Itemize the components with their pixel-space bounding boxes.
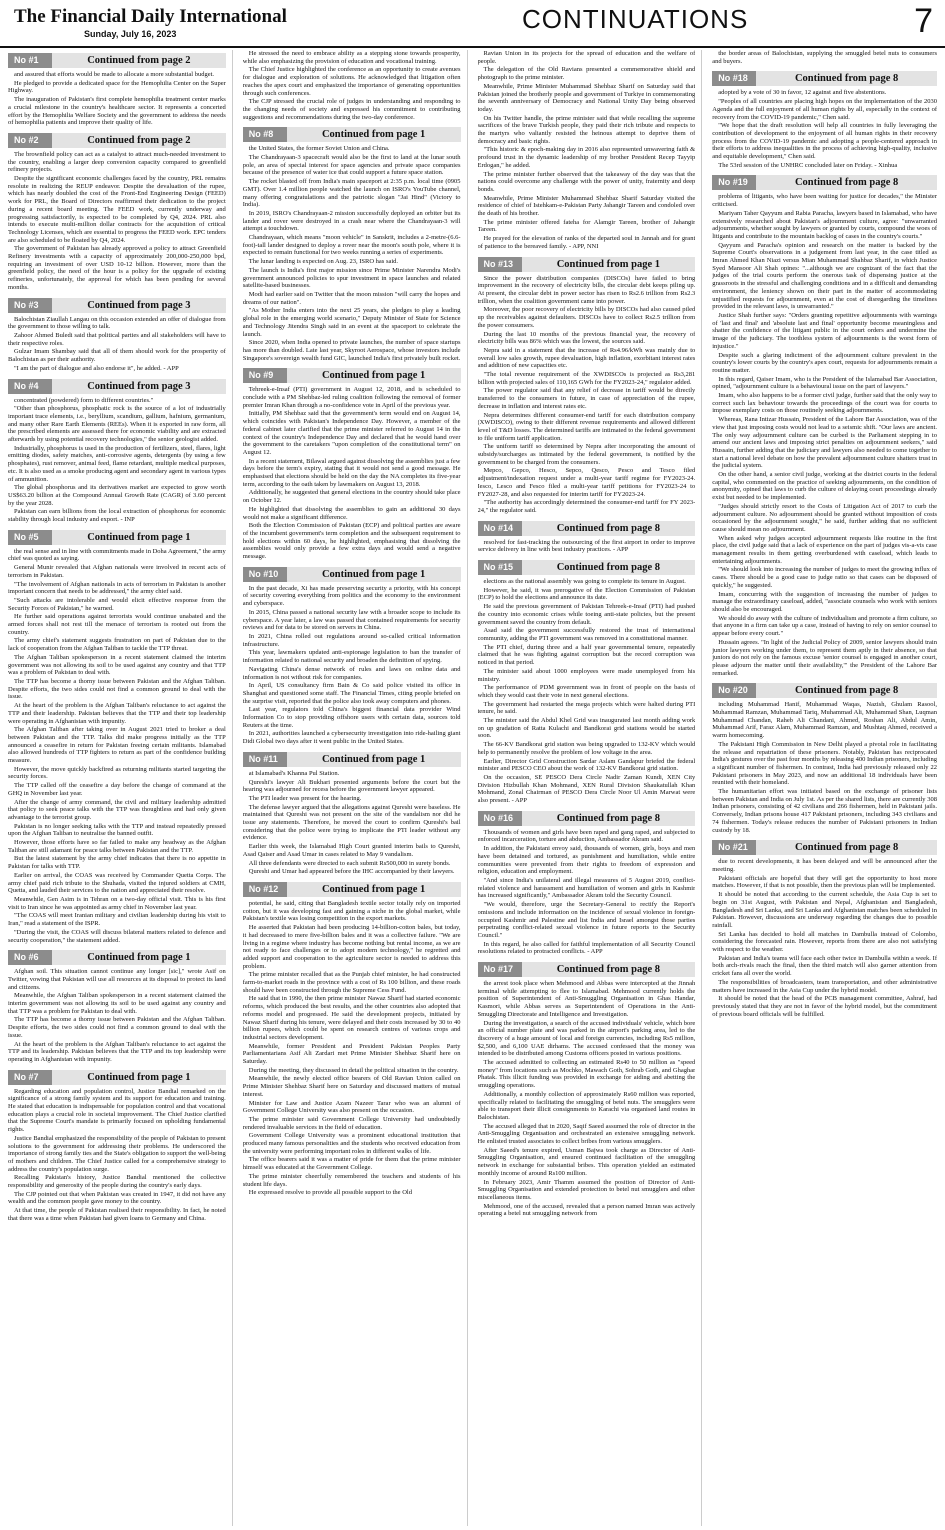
- paragraph: On the occasion, SE PESCO Dera Circle Nadir Zaman Kundi, XEN City Division Hizbullah Khan Mohmand, XEN Rural Division Shaukatullah Khan Mohmand, Zonal Chairman of PESCO Dera Circle Noor Ul Amin Marwat were also present. - APP: [477, 773, 696, 805]
- article-body: [8, 71, 226, 128]
- article-number-tag: No #7: [8, 1070, 52, 1085]
- paragraph: The Afghan Taliban spokesperson in a recent statement claimed the interim government was not allowing its soil to be used against any country and that TTP was a problem of Pakistan to deal with.: [8, 653, 226, 677]
- continued-from-heading: Continued from page 8: [522, 560, 696, 575]
- article-body: [243, 386, 461, 561]
- paragraph: Imam, concurring with the suggestion of increasing the number of judges to manage the extraordinary caseload, added, "associate counsels who work with seniors should also be encouraged.: [712, 590, 937, 613]
- paragraph: potential, he said, citing that Bangladesh textile sector totally rely on imported cotton, but it was developing fast and gaining a niche in the global market, while Pakistan's textile was losing competition in the export markets.: [242, 899, 461, 923]
- paragraph: the real sense and in line with commitments made in Doha Agreement," the army chief was quoted as saying.: [8, 547, 226, 563]
- paragraph: Gulzar Imam Shambay said that all of them should work for the prosperity of Balochistan as per their authority.: [8, 348, 226, 364]
- paragraph: "This historic & epoch-making day in 2016 also represented unwavering faith & profound trust in the dynamic leadership of my brother President Recep Tayyip Erdogan," he added.: [477, 146, 696, 169]
- continued-from-heading: Continued from page 2: [52, 133, 226, 148]
- paragraph: Sri Lanka has decided to hold all matches in Dambulla instead of Colombo, considering the forecasted rain. However, reports from there are also not satisfying with respect to the weather.: [712, 930, 937, 954]
- paragraph: Ravian Union in its projects for the spread of education and the welfare of people.: [477, 50, 696, 65]
- article-body: [8, 316, 226, 374]
- continuation-header: [8, 298, 226, 313]
- continued-from-heading: Continued from page 1: [52, 1070, 226, 1085]
- paragraph: The prime minister said Government College University had undoubtedly rendered invaluable services in the field of education.: [242, 1115, 461, 1131]
- paragraph: The PTI leader was present for the hearing.: [248, 794, 362, 802]
- paragraph: Despite such a glaring indictment of the adjournment culture prevalent in the country's lower courts by the country's apex court, requests for adjournments remain a routine matter.: [712, 351, 937, 374]
- paragraph: Meanwhile, the Afghan Taliban spokesperson in a recent statement claimed the interim government was not allowing its soil to be used against any country and that TTP was a problem for Pakistan to deal with.: [8, 992, 226, 1015]
- paragraph: The brownfield policy can act as a catalyst to attract much-needed investment to the country, enabling a larger deep conversion capacity compared to greenfield refinery projects.: [8, 150, 226, 174]
- paragraph: In February 2023, Amir Thamm assumed the position of Director of Anti-Smuggling Organisation and extended protection to betel nut smugglers and other miscellaneous items.: [477, 1178, 696, 1201]
- paragraph: In this regard, he also called for faithful implementation of all Security Council resolutions related to protracted conflicts. - APP: [477, 940, 696, 956]
- continued-from-heading: Continued from page 1: [287, 127, 461, 142]
- paragraph: The inauguration of Pakistan's first complete hemophilia treatment center marks a crucial milestone in the country's healthcare sector. It represents a concerted effort by the Hemophilia Welfare Society and the government to address the needs of hemophilia patients and improve their quality of life.: [8, 96, 226, 127]
- continued-from-heading: Continued from page 8: [756, 683, 937, 698]
- continued-from-heading: Continued from page 1: [287, 882, 461, 897]
- paragraph: At the heart of the problem is the Afghan Taliban's reluctance to act against the TTP and its leadership. Pakistan believes that the TTP and its top leadership were operating in Afghanistan with impunity.: [8, 1040, 226, 1063]
- continuation-header: [478, 560, 696, 575]
- paragraph: Imam, who also happens to be a former civil judge, further said that the only way to correct such lax behaviour towards the proceedings of the court was for courts to impose exemplary costs on those routinely seeking adjournments.: [712, 392, 937, 415]
- paragraph: He prayed for the elevation of ranks of the departed soul in Jannah and for grant of patience to the bereaved family. - APP, NNI: [477, 235, 696, 250]
- paragraph: The TTP has become a thorny issue between Pakistan and the Afghan Taliban. Despite efforts, the two sides could not find a common ground to deal with the issue.: [8, 678, 226, 701]
- paragraph: Hussain agrees. "In light of the Judicial Policy of 2009, senior lawyers should train junior lawyers working under them, to represent them aptly in their absence, so that juniors do not rely on the famous excuse 'senior counsel is engaged in another court, please adjourn the matter until their availability,'" the President of the Lahore Bar remarked.: [712, 638, 937, 677]
- continuation-header: [243, 368, 461, 383]
- article-body: [712, 193, 937, 678]
- paragraph: The defense lawyer argued that the allegations against Qureshi were baseless. He maintained that Qureshi was not present on the site of the vandalism nor did he issue any statements. Therefore, he moved the court to confirm Qureshi's bail considering that the police were trying to implicate the PTI leader without any evidence.: [242, 803, 461, 842]
- paragraph: "We would, therefore, urge the Secretary-General to rectify the Report's omissions and include information on the incidence of sexual violence in foreign-occupied Kashmir and Palestine and list India and Israel amongst those parties perpetrating conflict-related sexual violence in future reports to the Security Council.": [477, 901, 696, 939]
- paragraph: "And since India's unilateral and illegal measures of 5 August 2019, conflict-related violence and harassment and humiliation of women and girls in Kashmir has increased significantly," Ambassador Akram told the Security Council.: [477, 876, 696, 900]
- article: [243, 567, 461, 747]
- paragraph: the arrest took place when Mehmood and Abbas were intercepted at the Jinnah terminal while attempting to flee to Islamabad. Mehmood currently holds the position of Superintendent of Anti-Smuggling Organisation in Ghas Handar, Kasmori, while Abbas serves as Superintendent of Operations in the Anti-Smuggling Directorate and Intelligence and Investigation.: [477, 980, 696, 1018]
- article: [478, 257, 696, 516]
- article: [8, 53, 226, 128]
- paragraph: The Afghan Taliban after taking over in August 2021 tried to broker a deal between Pakistan and the TTP. Talks did make progress initially as the TTP announced a ceasefire in return for Pakistan freeing certain militants. Islamabad also allowed hundreds of TTP fighters to return as part of the confidence building measure.: [8, 726, 226, 765]
- article: [478, 50, 696, 252]
- continuation-header: [712, 683, 937, 698]
- paragraph: The accused admitted to collecting an estimated Rs40 to 50 million as "speed money" from locations such as Mochko, Mawach Goth, Sohrab Goth, and Ghaghar Phatak. This illicit funding was provided in exchange for aiding and abetting the smuggling operations.: [477, 1059, 696, 1090]
- continued-from-heading: Continued from page 1: [287, 368, 461, 383]
- paragraph: He stressed the need to embrace ability as a stepping stone towards prosperity, while also emphasizing the provision of education and vocational training.: [242, 50, 461, 65]
- paragraph: Earlier, Director Grid Construction Sardar Aslam Gandapur briefed the federal minister and PESCO CEO about the work of 132-KV Bandkorai grid station.: [477, 757, 696, 773]
- paragraph: the border areas of Balochistan, supplying the smuggled betel nuts to consumers and buyers.: [712, 50, 937, 65]
- paragraph: Thousands of women and girls have been raped and gang raped, and subjected to enforced incarceration, torture and abduction, Ambassador Akram said.: [477, 828, 696, 844]
- paragraph: The 66-KV Bandkorai grid station was being upgraded to 132-KV which would help to permanently resolve the problem of low voltage in the area.: [477, 741, 696, 756]
- paragraph: concentrated (powdered) form to different countries.": [14, 396, 154, 404]
- paragraph: "We hope that the draft resolution will help all countries in fully leveraging the contribution of development to the enjoyment of all human rights in their recovery process from the COVID-19 pandemic and adopting a people-centered approach in their efforts to address inequalities in the process of achieving high-quality, inclusive and equitable development," Chen said.: [712, 122, 937, 161]
- article: [8, 298, 226, 374]
- article-number-tag: No #8: [243, 127, 287, 142]
- paragraph: The launch is India's first major mission since Prime Minister Narendra Modi's government announced policies to spur investment in space launches and related satellite-based businesses.: [242, 266, 461, 290]
- article-number-tag: No #1: [8, 53, 52, 68]
- paragraph: The 53rd session of the UNHRC concluded later on Friday. - Xinhua: [718, 161, 898, 169]
- continued-from-heading: Continued from page 2: [52, 53, 226, 68]
- paragraph: The Pakistani High Commission in New Delhi played a pivotal role in facilitating the release and repatriation of these prisoners. Notably, Pakistan has reciprocated India's gestures over the past four months by releasing 400 Indian prisoners, including a significant number of fishermen. In contrast, India had previously released only 22 Pakistani prisoners in May 2023, and now an additional 18 individuals have been reunited with their homeland.: [712, 740, 937, 787]
- continued-from-heading: Continued from page 1: [52, 950, 226, 965]
- article-body: [478, 980, 696, 1219]
- paragraph: It should be noted that the head of the PCB management committee, Ashraf, had previously stated that they are not in favor of the hybrid model, but the commitment of previous board officials will be fulfilled.: [712, 995, 937, 1018]
- paragraph: adopted by a vote of 30 in favor, 12 against and five abstentions.: [718, 89, 887, 97]
- paragraph: The rocket blasted off from India's main spaceport at 2:35 p.m. local time (0905 GMT). Over 1.4 million people watched the launch on ISRO's YouTube channel, many offering congratulations and the patriotic slogan "Jai Hind" (Victory to India).: [242, 178, 461, 209]
- article-body: [243, 770, 461, 877]
- article-number-tag: No #13: [478, 257, 522, 272]
- paragraph: Nepra said in a statement that the increase of Rs4.96/kWh was mainly due to overall low sales growth, rupee devaluation, high inflation, exorbitant interest rates and addition of new capacities etc.: [477, 346, 696, 370]
- paragraph: However, the move quickly backfired as returning militants started targeting the security forces.: [8, 765, 226, 781]
- paragraph: He said that in 1990, the then prime minister Nawaz Sharif had started economic reforms, which produced the best results, and the other countries also adopted that reforms model and progressed. He said the development projects, initiated by Nawaz Sharif during his tenure, were delayed and their costs increased by 30 to 40 billion rupees, which could be spent on research centres of various crops and industrial sectors development.: [242, 995, 461, 1041]
- paragraph: The accused alleged that in 2020, Saqif Saeed assumed the role of director in the Anti-Smuggling Organisation and orchestrated an extensive smuggling network. He enlisted trusted associates to collect bribes from various smugglers.: [477, 1122, 696, 1146]
- paragraph: The government had restarted the mega projects which were halted during PTI tenure, he said.: [477, 700, 696, 716]
- article-number-tag: No #9: [243, 368, 287, 383]
- paragraph: However, those efforts have so far failed to make any headway as the Afghan Taliban are still adamant for peace talks between Pakistan and the TTP.: [8, 839, 226, 854]
- paragraph: In April, US consultancy firm Bain & Co said police visited its office in Shanghai and questioned some staff. The Financial Times, citing people briefed on the surprise visit, reported that the police also took away computers and phones.: [242, 682, 461, 705]
- paragraph: After the change of army command, the civil and military leadership admitted that policy to seek peace talks with the TTP was thoughtless and had only given advantage to the terrorist group.: [8, 798, 226, 821]
- article: [8, 950, 226, 1064]
- paragraph: elections as the national assembly was going to complete its tenure in August.: [483, 578, 686, 586]
- paragraph: In 2019, ISRO's Chandrayaan-2 mission successfully deployed an orbiter but its lander and rover were destroyed in a crash near where the Chandrayaan-3 will attempt a touchdown.: [242, 209, 461, 233]
- paragraph: He pledged to provide a dedicated space for the Hemophilia Center on the Super Highway.: [8, 79, 226, 95]
- paragraph: The minister said about 1000 employees were made unemployed from his ministry.: [477, 667, 696, 683]
- paragraph: Asad said the government successfully restored the trust of international community, adding the PTI government was removed in a constitutional manner.: [477, 627, 696, 642]
- paragraph: "The COAS will meet Iranian military and civilian leadership during his visit to Iran," read a statement of the ISPR.: [8, 912, 226, 928]
- article-body: [8, 548, 226, 945]
- column-2: [243, 50, 468, 1526]
- paragraph: Modi had earlier said on Twitter that the moon mission "will carry the hopes and dreams of our nation".: [242, 290, 461, 306]
- paragraph: Additionally, a monthly collection of approximately Rs60 million was reported, specifically related to facilitating the smuggling of betel nuts. The smugglers were able to transport their illicit consignments to Karachi via organised land routes in Balochistan.: [477, 1090, 696, 1121]
- article-number-tag: No #17: [478, 962, 522, 977]
- paragraph: During the investigation, a search of the accused individuals' vehicle, which bore an official number plate and was parked in the airport's parking area, led to the discovery of a huge amount of local and foreign currencies, including Rs5 million, $2,500, and 6,100 UAE dirhams. The accused confessed that the money was intended to be distributed among Customs officers posted in various positions.: [477, 1019, 696, 1058]
- paragraph: At that time, the people of Pakistan realised their responsibility. In fact, he noted that there was a time when Pakistan had given loans to Germany and China.: [8, 1207, 226, 1222]
- continued-from-heading: Continued from page 8: [756, 175, 937, 190]
- article-number-tag: No #16: [478, 811, 522, 826]
- article: [478, 962, 696, 1219]
- paragraph: "During the visit, the COAS will discuss bilateral matters related to defence and security cooperation," the statement added.: [8, 928, 226, 944]
- paragraph: The performance of PDM government was in front of people on the basis of which they would cast their vote in next general elections.: [477, 684, 696, 699]
- paragraph: All three defendants were directed to each submit Rs500,000 in surety bonds.: [248, 859, 451, 867]
- paragraph: due to recent developments, it has been delayed and will be announced after the meeting.: [712, 858, 937, 873]
- article: [712, 840, 937, 1019]
- article-body: [8, 1088, 226, 1224]
- article: [712, 683, 937, 835]
- article-number-tag: No #14: [478, 521, 522, 536]
- continued-from-heading: Continued from page 1: [287, 752, 461, 767]
- article-number-tag: No #15: [478, 560, 522, 575]
- paragraph: The humanitarian effort was initiated based on the exchange of prisoner lists between Pakistan and India on July 1st. As per the shared lists, there are currently 308 Indian prisoners, consisting of 42 civilians and 266 fishermen, held in Pakistani jails. Conversely, Indian prisons house 417 Pakistani prisoners, including 343 civilians and 74 fishermen. Today's release reduces the number of Pakistani prisoners in Indian custody by 18.: [712, 788, 937, 834]
- article-number-tag: No #12: [243, 882, 287, 897]
- paragraph: Zahoor Ahmed Buledi said that political parties and all stakeholders will have to their respective roles.: [8, 331, 226, 347]
- paragraph: The global phosphorus and its derivatives market are expected to grow worth US$63.20 billion at the Compound Annual Growth Rate (CAGR) of 3.60 percent by the year 2028.: [8, 484, 226, 507]
- article-number-tag: No #6: [8, 950, 52, 965]
- article-body: [243, 900, 461, 1198]
- paragraph: at Islamabad's Khanna Pul Station.: [248, 769, 340, 777]
- article-number-tag: No #11: [243, 752, 287, 767]
- paragraph: In a recent statement, Bilawal argued against dissolving the assemblies just a few days before the term's expiry, stating that it would not send a good message. He emphasised that elections should be held on the day the NA completes its five-year term, according to the oath taken by lawmakers on August 13, 2018.: [242, 457, 461, 488]
- continuation-header: [243, 882, 461, 897]
- paragraph: On the other hand, a senior civil judge, working at the district courts in the federal capital, who commented on the practice of seeking adjournments, on the condition of anonymity, opined that laws to curb the culture of delaying court proceedings already exist but needed to be implemented.: [712, 471, 937, 502]
- article-body: [712, 701, 937, 835]
- paragraph: In 2021, authorities launched a cybersecurity investigation into ride-hailing giant Didi Global two days after it went public in the United States.: [242, 730, 461, 746]
- article-body: [478, 578, 696, 806]
- article: [478, 521, 696, 555]
- column-3: [478, 50, 703, 1526]
- article-body: [243, 50, 461, 122]
- paragraph: Moreover, the poor recovery of electricity bills by DISCOs had also caused piled up the receivables against defaulters. DISCOs have to collect Rs2.5 trillion from the power consumers.: [477, 306, 696, 329]
- article-number-tag: No #10: [243, 567, 287, 582]
- continued-from-heading: Continued from page 1: [287, 567, 461, 582]
- paragraph: In 2021, China rolled out regulations around so-called critical information infrastructure.: [242, 633, 461, 648]
- paragraph: General Munir revealed that Afghan nationals were involved in recent acts of terrorism in Pakistan.: [8, 564, 226, 579]
- paragraph: Earlier this week, the Islamabad High Court granted interim bails to Qureshi, Asad Qaiser and Asad Umar in cases related to May 9 vandalism.: [242, 843, 461, 858]
- masthead-brand: [14, 6, 287, 39]
- article-number-tag: No #18: [712, 71, 756, 86]
- article-number-tag: No #3: [8, 298, 52, 313]
- paragraph: Mepco, Gepco, Hesco, Sepco, Qesco, Pesco and Tesco filed adjustment/indexation request under a multi-year tariff regime for FY2023-24. Iesco, Lesco and Fesco filed a multi-year tariff petitions for FY2023-24 to FY2027-28, and also requested for interim tariff for FY2023-24.: [477, 467, 696, 498]
- newspaper-name: The Financial Daily International: [14, 6, 287, 27]
- article-number-tag: No #19: [712, 175, 756, 190]
- article: [8, 1070, 226, 1224]
- paragraph: He said the previous government of Pakistan Tehreek-e-Insaf (PTI) had pushed the country into economic crises while toeing anti-state policies, but the present government saved the country from default.: [477, 603, 696, 626]
- article: [243, 50, 461, 122]
- paragraph: Mariyam Taher Qayyum and Rabia Paracha, lawyers based in Islamabad, who have extensively researched about Pakistan's adjournment culture, agree: "unwarranted adjournments, whether sought by lawyers or granted by courts, compound the woes of litigants and contribute to the mountain backlog of cases in the country's courts.": [712, 209, 937, 240]
- continuation-header: [478, 962, 696, 977]
- continuation-header: [8, 950, 226, 965]
- paragraph: The prime minister recalled that as the Punjab chief minister, he had constructed farm-to-market roads in the province with a cost of Rs 100 billion, and these roads should have been constructed through the Supreme Cess Fund.: [242, 971, 461, 994]
- paragraph: The power regulator said that any relief of decrease in tariff would be directly transferred to the consumers in future, in case of appreciation of the rupee, decrease in inflation and interest rates etc.: [477, 387, 696, 410]
- article: [243, 127, 461, 363]
- paragraph: The responsibilities of broadcasters, team transportation, and other administrative matters have increased in the Asia Cup under the hybrid model.: [712, 978, 937, 994]
- article-body: [478, 50, 696, 252]
- paragraph: But the latest statement by the army chief indicates that there is no appetite in Pakistan for talks with TTP.: [8, 855, 226, 871]
- paragraph: The Chandrayaan-3 spacecraft would also be the first to land at the lunar south pole, an area of special interest for space agencies and private space companies because of the presence of water ice that could support a future space station.: [242, 154, 461, 177]
- continued-from-heading: Continued from page 8: [522, 811, 696, 826]
- paragraph: the United States, the former Soviet Union and China.: [248, 145, 390, 153]
- article: [243, 882, 461, 1198]
- paragraph: The lunar landing is expected on Aug. 23, ISRO has said.: [248, 258, 399, 266]
- article: [712, 71, 937, 170]
- column-1: [8, 50, 233, 1526]
- paragraph: "We should look into increasing the number of judges to meet the growing influx of cases. There should be a good case to judge ratio so that cases can be disposed of quickly," he suggested.: [712, 566, 937, 589]
- paragraph: Additionally, he suggested that general elections in the country should take place on October 12.: [242, 489, 461, 505]
- continued-from-heading: Continued from page 3: [52, 298, 226, 313]
- article-number-tag: No #5: [8, 530, 52, 545]
- paragraph: The Chief Justice highlighted the conference as an opportunity to create avenues for dialogue and exploration of solutions. He acknowledged that litigation often reaches the apex court and emphasized the importance of generating opportunities through such conferences.: [242, 66, 461, 97]
- paragraph: In the past decade, Xi has made preserving security a priority, with his concept of security covering everything from politics and the economy to the environment and cyberspace.: [242, 584, 461, 608]
- paragraph: On his Twitter handle, the prime minister said that while recalling the supreme sacrifices of the brave Turkish people, they paid their rich tribute and respects to the martyrs who valiantly resisted the heinous attempt to deprive them of democracy and basic rights.: [477, 114, 696, 145]
- continued-from-heading: Continued from page 8: [522, 521, 696, 536]
- continuation-header: [8, 53, 226, 68]
- paragraph: In 2015, China passed a national security law with a broader scope to include its cyberspace. A year later, a law was passed that contained requirements for security reviews and for data to be stored on servers in China.: [242, 608, 461, 632]
- paragraph: The office bearers said it was a matter of pride for them that the prime minister himself was educated at the Government College.: [242, 1156, 461, 1172]
- paragraph: including Muhammad Hanif, Muhammad Waqas, Nazish, Ghulam Rasool, Muhammad Ramzan, Muhammad Tariq, Muhammad Ali, Muhammad Shan, Luqman Muhammad Chandan, Raheb Ali Chandani, Ahmed, Roshan Ali, Abdul Amin, Muhammad Arif, Faraz Alam, Muhammad Ramzan, and Mushtaq Ahmed, received a warm homecoming.: [712, 701, 937, 740]
- continuation-header: [8, 530, 226, 545]
- paragraph: Pakistan is no longer seeking talks with the TTP and instead repeatedly pressed upon the Afghan Taliban to neutralise the banned outfit.: [8, 822, 226, 838]
- paragraph: Justice Bandial emphasized the responsibility of the people of Pakistan to present solutions to the government for addressing their problems. He underscored the importance of strong family ties and the State's obligation to support the well-being of mothers and children. The Chief Justice called for a comprehensive strategy to address the country's population surge.: [8, 1134, 226, 1173]
- page-number: 7: [914, 2, 933, 40]
- paragraph: Pakistani officials are hopeful that they will get the opportunity to host more matches. However, if that is not possible, then the previous plan will be implemented.: [712, 874, 937, 890]
- continued-from-heading: Continued from page 8: [522, 962, 696, 977]
- paragraph: Whereas, Rana Intizar Hussain, President of the Lahore Bar Association, was of the view that just imposing costs would not lead to a seismic shift. "Our laws are ancient. The only way adjournment culture can be curbed is the Parliament stepping in to amend our ancient laws and imposing strict penalties on adjournment seekers," said Hussain, further adding that the judiciary and lawyers also needed to come together to start a national level debate on how the prevalent adjournment culture shatters trust in the judicial system.: [712, 416, 937, 470]
- paragraph: Pakistan can earn billions from the local extraction of phosphorus for economic stability through local industry and export. - INP: [8, 508, 226, 524]
- paragraph: "The total revenue requirement of the XWDISCOs is projected as Rs3,281 billion with projected sales of 110,165 GWh for the FY2023-24," regulator added.: [477, 371, 696, 386]
- paragraph: We should do away with the culture of individualism and promote a firm culture, so that anyone in a firm can take up a case, instead of having to rely on senior counsel to appear before every court.": [712, 614, 937, 638]
- paragraph: Navigating China's dense network of rules and laws on online data and information is not without risk for companies.: [242, 665, 461, 681]
- paragraph: The CJP pointed out that when Pakistan was created in 1947, it did not have any wealth and the common people gave money to the country.: [8, 1190, 226, 1206]
- newspaper-page: [8, 50, 937, 1526]
- paragraph: The delegation of the Old Ravians presented a commemorative shield and photograph to the prime minister.: [477, 66, 696, 82]
- paragraph: He asserted that Pakistan had been producing 14-billion-cotton bales, but today, it had decreased to mere five-billion bales and it was a collective failure. "We are living in a regime where industry has become nothing but rental income, as we are not ready to face challenges or to adopt modern technology," he regretted and added support and cooperation to the agriculture sector is needed to address this problem.: [242, 924, 461, 970]
- paragraph: This year, lawmakers updated anti-espionage legislation to ban the transfer of information related to national security and broaden the definition of spying.: [242, 649, 461, 665]
- article: [243, 368, 461, 561]
- paragraph: He highlighted that dissolving the assemblies to gain an additional 30 days would not make a significant difference.: [242, 505, 461, 521]
- paragraph: Meanwhile, former President and President Pakistan Peoples Party Parliamentarians Asif Ali Zardari met Prime Minister Shehbaz Sharif here on Saturday.: [242, 1042, 461, 1066]
- paragraph: Qureshi's lawyer Ali Bukhari presented arguments before the court but the hearing was adjourned for recess before the government lawyer appeared.: [242, 778, 461, 794]
- paragraph: The TTP has become a thorny issue between Pakistan and the Afghan Taliban. Despite efforts, the two sides could not find a common ground to deal with the issue.: [8, 1016, 226, 1039]
- paragraph: Mehmood, one of the accused, revealed that a person named Imran was actively operating a betel nut smuggling network from: [477, 1202, 696, 1218]
- paragraph: Since 2020, when India opened to private launches, the number of space startups has more than doubled. Late last year, Skyroot Aerospace, whose investors include Singapore's sovereign wealth fund GIC, launched India's first privately built rocket.: [242, 339, 461, 362]
- paragraph: The prime minister cheerfully remembered the teachers and students of his student life days.: [242, 1172, 461, 1188]
- continuation-header: [8, 379, 226, 394]
- paragraph: and assured that efforts would be made to allocate a more substantial budget.: [14, 71, 215, 78]
- paragraph: Minister for Law and Justice Azam Nazeer Tarar who was an alumni of Government College University was also present on the occasion.: [242, 1099, 461, 1115]
- article-number-tag: No #4: [8, 379, 52, 394]
- paragraph: Nepra determines different consumer-end tariff for each distribution company (XWDISCO), owing to their different revenue requirements and allowed different level of T&D losses. The determined tariffs are intimated to the federal government to file uniform tariff application.: [477, 411, 696, 442]
- article-body: [478, 539, 696, 555]
- continued-from-heading: Continued from page 8: [756, 71, 937, 86]
- paragraph: "Other than phosphorus, phosphatic rock is the source of a lot of industrially important trace elements, i.e., beryllium, scandium, gallium, hafnium, germanium, and many other Rare Earth Elements (REEs). When it is exported in raw form, all the prescribed elements are assessed there for economic viability and are extracted afterwards by using potential recovery technologies," the senior geologist added.: [8, 405, 226, 444]
- article: [478, 560, 696, 806]
- paragraph: The prime minister offered fateha for Alamgir Tareen, brother of Jahangir Tareen.: [477, 218, 696, 234]
- paragraph: He further said operations against terrorists would continue unabated and the armed forces shall not rest till the menace of terrorism is rooted out from the country.: [8, 613, 226, 636]
- continued-from-heading: Continued from page 3: [52, 379, 226, 394]
- continued-from-heading: Continued from page 1: [52, 530, 226, 545]
- column-4: [712, 50, 937, 1526]
- paragraph: He expressed resolve to provide all possible support to the Old: [248, 1189, 412, 1197]
- article: [712, 175, 937, 678]
- paragraph: During the meeting, they discussed in detail the political situation in the country.: [248, 1066, 459, 1074]
- continuation-header: [712, 175, 937, 190]
- paragraph: Chandrayaan, which means "moon vehicle" in Sanskrit, includes a 2-metre-(6.6-foot)-tall lander designed to deploy a rover near the moon's south pole, where it is expected to remain functional for two weeks running a series of experiments.: [242, 234, 461, 257]
- continued-from-heading: Continued from page 8: [756, 840, 937, 855]
- paragraph: Pakistan and India's teams will face each other twice in Dambulla within a week. If both arch-rivals reach the final, then the third match will also garner attention from cricket fans all over the world.: [712, 954, 937, 978]
- paragraph: Recalling Pakistan's history, Justice Bandial mentioned the collective responsibility and generosity of the people during the country's early days.: [8, 1174, 226, 1190]
- continuation-header: [478, 257, 696, 272]
- article-body: [8, 968, 226, 1064]
- paragraph: After Saeed's tenure expired, Usman Bajwa took charge as Director of Anti-Smuggling Organisation, and ensured continued facilitation of the smuggling network in exchange for substantial bribes. This operation yielded an estimated monthly income of around Rs100 million.: [477, 1146, 696, 1177]
- article: [478, 811, 696, 957]
- paragraph: The army chief's statement suggests frustration on part of Pakistan due to the lack of cooperation from the Afghan Taliban to tackle the TTP threat.: [8, 637, 226, 653]
- paragraph: The uniform tariff so determined by Nepra after incorporating the amount of subsidy/surcharges as intimated by the federal government, is notified by the government to be charged from the consumers.: [477, 443, 696, 466]
- article-body: [712, 50, 937, 66]
- article: [8, 530, 226, 945]
- masthead: [0, 0, 945, 48]
- article: [243, 752, 461, 877]
- paragraph: "As Mother India enters into the next 25 years, she pledges to play a leading global role in the emerging world scenario," Deputy Minister of State for Science and Technology Jitendra Singh said in an event at the spaceport to celebrate the launch.: [242, 307, 461, 338]
- paragraph: When asked why judges accepted adjournment requests like routine in the first place, the civil judge said that a lack of experience on the part of judges vis-a-vis case management results in them getting overburdened with caseload, which leads to entertaining adjournments.: [712, 534, 937, 565]
- article-body: [8, 151, 226, 293]
- article-number-tag: No #21: [712, 840, 756, 855]
- paragraph: "The authority has accordingly determined the consumer-end tariff for FY 2023-24," the regulator said.: [477, 499, 696, 514]
- issue-date: Sunday, July 16, 2023: [84, 29, 177, 39]
- article-body: [712, 858, 937, 1019]
- article-number-tag: No #2: [8, 133, 52, 148]
- paragraph: The PTI chief, during three and a half year governmental tenure, repeatedly claimed that he was fighting against corruption but the record corruption was noticed in that period.: [477, 643, 696, 667]
- article-body: [478, 829, 696, 957]
- paragraph: During the last 10 months of the previous financial year, the recovery of electricity bills was 86% which was the lowest, the sources said.: [477, 330, 696, 346]
- continuation-header: [8, 133, 226, 148]
- continuation-header: [243, 567, 461, 582]
- paragraph: The government of Pakistan has already approved a policy to attract Greenfield Refinery investments with a capacity of approximately 200,000-250,000 bpd, requiring an investment of over USD 10-12 billion. However, more than the greenfield policy, the need of the hour is a policy for the upgrade of existing refineries, unfortunately, the approval for which has been pending for several months.: [8, 245, 226, 291]
- paragraph: Meanwhile, Prime Minister Muhammad Shehbaz Sharif on Saturday said that Pakistan joined the brotherly people and government of Turkiye in commemorating the seventh anniversary of Democracy and National Unity Day being observed today.: [477, 82, 696, 113]
- paragraph: At the heart of the problem is the Afghan Taliban's reluctance to act against the TTP and their leadership. Pakistan believes that the TTP and their top leadership were operating in Afghanistan with impunity.: [8, 702, 226, 725]
- article-body: [243, 585, 461, 747]
- article: [8, 133, 226, 293]
- paragraph: "I am the part of dialogue and also endorse it", he added. - APP: [14, 364, 179, 372]
- paragraph: Industrially, phosphorus is used in the production of fertilizers, steel, flares, light emitting diodes, safety matches, anti-corrosive agents, detergents (by using a few phosphates), rust remover, animal feed, flame retardant, multiple medical purposes, etc. It is also used as a smoke producing agent and secondary agent in various types of ammunition.: [8, 444, 226, 483]
- article-body: [8, 397, 226, 525]
- paragraph: Initially, PM Shehbaz said that the government's term would end on August 14, which coincides with Pakistan's Independence Day. However, a member of the federal cabinet later clarified that the prime minister referred to August 14 in the context of the country's Independence Day and declared that he would hand over the government to the caretakers "upon completion of the constitutional term" on August 12.: [242, 410, 461, 456]
- paragraph: "The involvement of Afghan nationals in acts of terrorism in Pakistan is another important concern that needs to be addressed," the army chief said.: [8, 580, 226, 596]
- paragraph: Meanwhile, Gen Asim is in Tehran on a two-day official visit. This is his first visit to Iran since he was appointed as army chief in November last year.: [8, 895, 226, 911]
- paragraph: It should be noted that according to the current schedule, the Asia Cup is set to begin on 31st August, with Pakistan and Nepal, Afghanistan and Bangladesh, Bangladesh and Sri Lanka, and Sri Lanka and Afghanistan matches been scheduled in Pakistan. However, discussions are underway regarding the changes due to possible rainfall.: [712, 891, 937, 929]
- paragraph: The minister said the Abdul Khel Grid was inaugurated last month adding work on up gradation of Ratta Kulachi and Bandkorai grid stations would be started soon.: [477, 717, 696, 740]
- continuation-header: [478, 521, 696, 536]
- paragraph: Qureshi and Umar had appeared before the IHC accompanied by their lawyers.: [248, 868, 455, 876]
- continuation-header: [712, 71, 937, 86]
- paragraph: In addition, the Pakistani envoy said, thousands of women, girls, boys and men have been detained and tortured, as punishment and humiliation, while entire communities were prevented from their rights to freedom of expression and religion, education and employment.: [477, 845, 696, 876]
- continuation-header: [243, 127, 461, 142]
- paragraph: Earlier on arrival, the COAS was received by Commander Quetta Corps. The army chief paid rich tribute to the Shuhada, visited the injured soldiers at CMH, Quetta, and lauded their services to the nation and appreciated their resolve.: [8, 871, 226, 895]
- paragraph: Last year, regulators told China's biggest financial data provider Wind Information Co to stop providing offshore users with certain data, sources told Reuters at the time.: [242, 706, 461, 729]
- article: [8, 379, 226, 525]
- paragraph: problems of litigants, who have been waiting for justice for decades," the Minister criticised.: [712, 193, 937, 209]
- article-body: [243, 145, 461, 363]
- section-title: CONTINUATIONS: [522, 4, 749, 34]
- continued-from-heading: Continued from page 1: [522, 257, 696, 272]
- paragraph: resolved for fast-tracking the outsourcing of the first airport in order to improve service delivery in line with best industry practices. - APP: [477, 538, 696, 554]
- paragraph: Regarding education and population control, Justice Bandial remarked on the significance of a strong family system and its support for education and training. He stated that education is indispensable for population control and that vocational education plays a crucial role in societal improvement. The Chief Justice clarified that the Supreme Court's mandate is primarily focused on upholding fundamental rights.: [8, 1087, 226, 1134]
- paragraph: "Peoples of all countries are placing high hopes on the implementation of the 2030 Agenda and the full enjoyment of all human rights by all, especially in the context of recovery from the COVID-19 pandemic," Chen said.: [712, 98, 937, 121]
- paragraph: Since the power distribution companies (DISCOs) have failed to bring improvement in the recovery of electricity bills, the circular debt keeps piling up. At present, the circular debt in power sector has risen to Rs2.6 trillion from Rs2.3 trillion, when the coalition government came into power.: [477, 274, 696, 305]
- paragraph: However, he said, it was prerogative of the Election Commission of Pakistan (ECP) to hold the elections and announce its date.: [477, 586, 696, 602]
- continuation-header: [478, 811, 696, 826]
- paragraph: In this regard, Qaiser Imam, who is the President of the Islamabad Bar Association, opined, "adjournment culture is a behavioural issue on the part of lawyers.": [712, 375, 937, 391]
- paragraph: Balochistan Ziaullah Langau on this occasion extended an offer of dialogue from the government to those willing to talk.: [8, 315, 226, 331]
- paragraph: Qayyum and Paracha's opinion and research on the matter is backed by the Supreme Court's observations in a judgement from last year, in the case titled as Imran Ahmed Khan Niazi versus Mian Muhammad Shahbaz Sharif, in which Justice Syed Mansoor Ali Shah opines: "...although we are cognizant of the fact that the judges of the trial courts perform the onerous task of dispensing justice at the grassroots in the stressful and challenging conditions and in a difficult and demanding environment, the leniency shown on their part in the matter of accommodating unjustified requests for adjournment, even at the cost of disregarding the timelines provided in the relevant laws, is unwarranted.": [712, 241, 937, 311]
- paragraph: Meanwhile, the newly elected office bearers of Old Ravian Union called on Prime Minister Shehbaz Sharif here on Saturday and discussed matters of mutual interest.: [242, 1075, 461, 1098]
- article-body: [478, 275, 696, 516]
- paragraph: The TTP called off the ceasefire a day before the change of command at the GHQ in November last year.: [8, 782, 226, 797]
- paragraph: The CJP stressed the crucial role of judges in understanding and responding to the changing needs of society and expressed his commitment to contributing suggestions and recommendations during the two-day conference.: [242, 98, 461, 121]
- article: [712, 50, 937, 66]
- continuation-header: [8, 1070, 226, 1085]
- paragraph: "Judges should strictly resort to the Costs of Litigation Act of 2017 to curb the adjournment culture. No adjournment should be granted without imposition of costs occasioned by the adjournment sought," he said, further adding that no sufficient cause should mean no adjournment.: [712, 502, 937, 533]
- paragraph: Tehreek-e-Insaf (PTI) government in August 12, 2018, and is scheduled to conclude with a PM Shehbaz-led ruling coalition following the removal of former premier Imran Khan through a no-confidence vote in April of the previous year.: [242, 386, 461, 409]
- paragraph: The prime minister further observed that the takeaway of the day was that the nations could overcome any challenge with the power of unity, fraternity and deep bonds.: [477, 170, 696, 193]
- paragraph: Government College University was a prominent educational institution that produced many famous personalities and the students who received education from the university were performing important roles in different walks of life.: [242, 1132, 461, 1155]
- paragraph: Meanwhile, Prime Minister Muhammad Shehbaz Sharif Saturday visited the residence of chief of Istehkam-e-Pakistan Party Jahangir Tareen and condoled over the death of his brother.: [477, 194, 696, 218]
- paragraph: Both the Election Commission of Pakistan (ECP) and political parties are aware of the incumbent government's term completion and the subsequent requirement to hold elections within 60 days, he highlighted, emphasising that dissolving the assemblies would only provide a few extra days and would send a negative message.: [242, 522, 461, 561]
- continuation-header: [243, 752, 461, 767]
- paragraph: Justice Shah further says: "Orders granting repetitive adjournments with warnings of 'last and final' and 'absolute last and final' opportunity become meaningless and shatter the confidence of the litigant public in the court orders and undermine the image of the judiciary. The toothless system of adjournments is the worst form of injustice.": [712, 311, 937, 350]
- paragraph: "Such attacks are intolerable and would elicit effective response from the Security Forces of Pakistan," he warned.: [8, 596, 226, 612]
- article-body: [712, 89, 937, 170]
- continuation-header: [712, 840, 937, 855]
- article-number-tag: No #20: [712, 683, 756, 698]
- paragraph: Despite the significant economic challenges faced by the country, PRL remains resolute in realizing the REUP endeavor. Despite the devaluation of the rupee, which has nearly doubled the cost of the Front-End Engineering Design (FEED) work for PRL, the Board of Directors reaffirmed their dedication to the project during a recent board meeting. The FEED work, currently underway and progressing satisfactorily, is expected to be completed by Q4, 2024. PRL also intends to execute multi-million dollar contracts for the acquisition of critical Technology Licenses, which are essential to progress the FEED work. EPC tenders are also scheduled to be floated by Q4, 2024.: [8, 175, 226, 244]
- paragraph: Afghan soil. This situation cannot continue any longer [sic]," wrote Asif on Twitter, vowing that Pakistan will use all resources at its disposal to protect its land and citizens.: [8, 968, 226, 991]
